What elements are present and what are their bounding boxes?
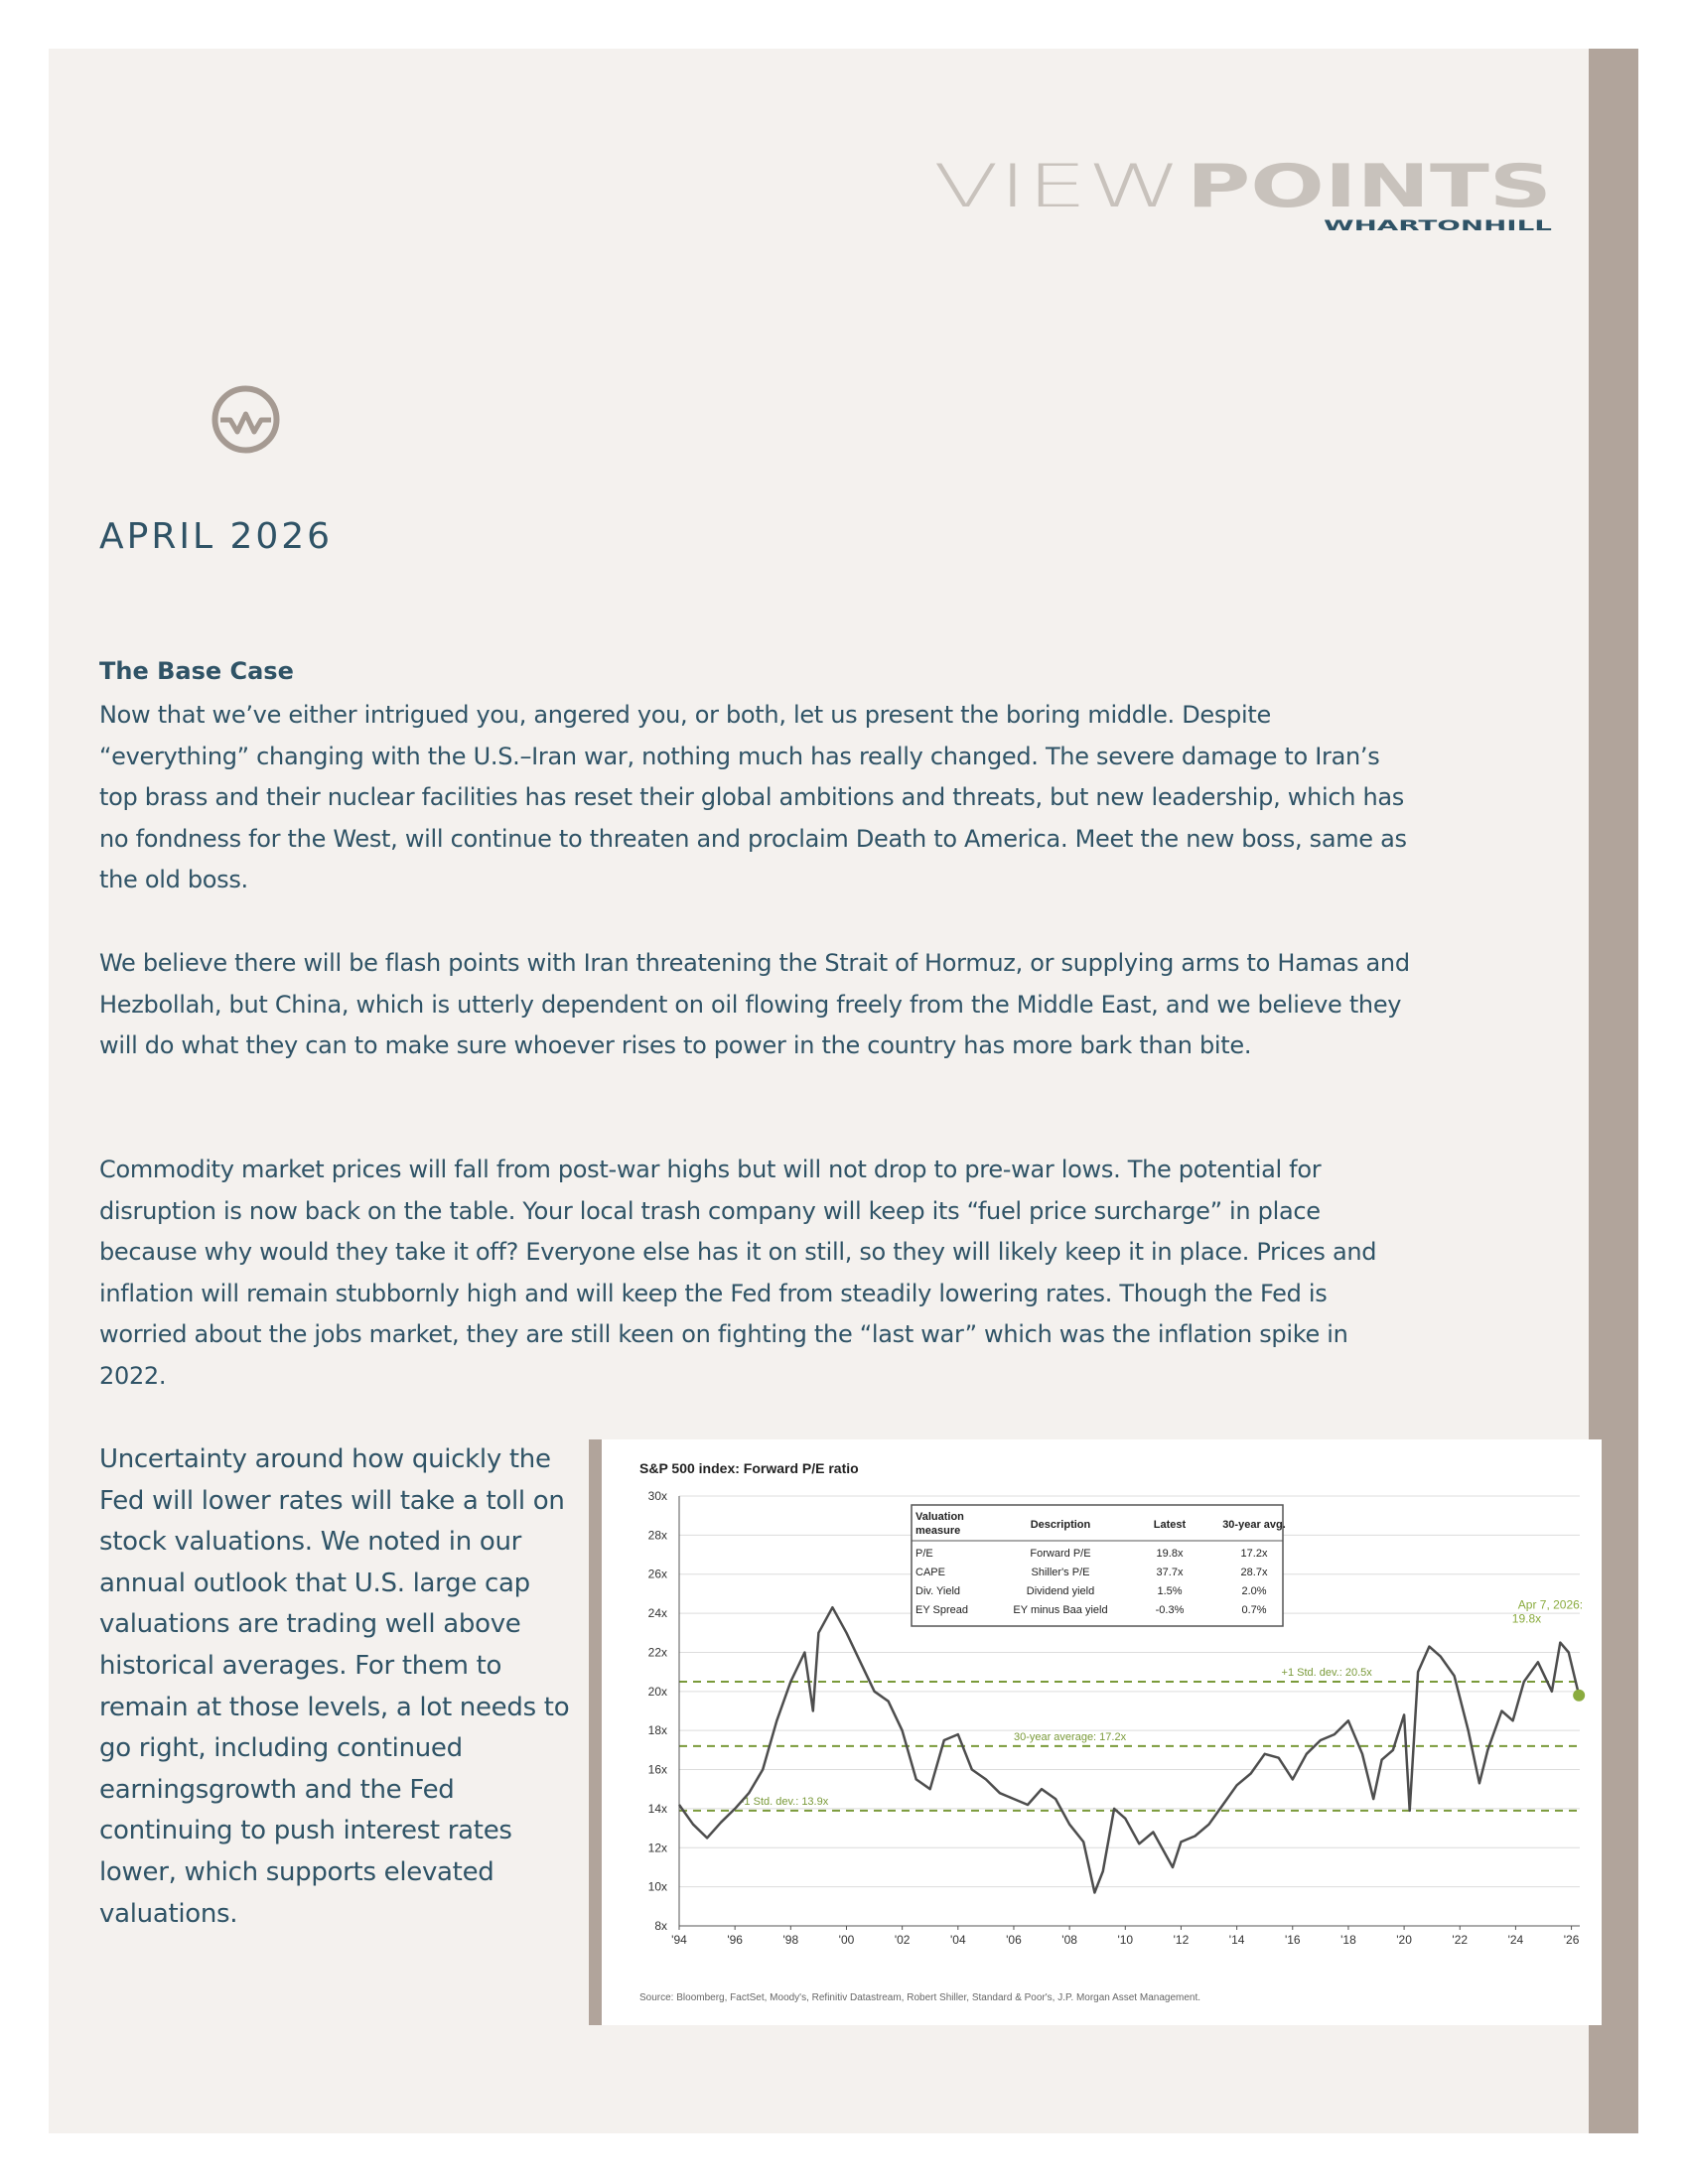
y-tick-label: 12x xyxy=(647,1841,667,1855)
reference-line-label: +1 Std. dev.: 20.5x xyxy=(1281,1666,1372,1679)
x-tick-label: '18 xyxy=(1340,1933,1356,1947)
pe-ratio-chart xyxy=(602,1439,1602,2025)
table-cell: EY minus Baa yield xyxy=(1013,1604,1108,1616)
table-header: 30-year avg. xyxy=(1222,1519,1286,1531)
y-tick-label: 22x xyxy=(647,1645,667,1660)
table-cell: 2.0% xyxy=(1241,1585,1267,1597)
pe-ratio-series-line xyxy=(679,1607,1579,1892)
table-cell: CAPE xyxy=(915,1567,945,1578)
reference-line-label: 30-year average: 17.2x xyxy=(1013,1730,1127,1743)
table-header: measure xyxy=(915,1525,961,1537)
x-tick-label: '98 xyxy=(782,1933,799,1947)
table-cell: 19.8x xyxy=(1156,1548,1184,1560)
x-tick-label: '12 xyxy=(1173,1933,1190,1947)
x-tick-label: '26 xyxy=(1563,1933,1580,1947)
y-tick-label: 28x xyxy=(647,1528,667,1543)
chart-title: S&P 500 index: Forward P/E ratio xyxy=(639,1460,859,1476)
table-cell: 37.7x xyxy=(1156,1567,1184,1578)
y-tick-label: 14x xyxy=(647,1801,667,1816)
table-cell: Shiller's P/E xyxy=(1031,1567,1090,1578)
y-tick-label: 18x xyxy=(647,1723,667,1738)
paragraph-1: Now that we’ve either intrigued you, angered you, or both, let us present the boring middle. Despite “everything” changing with the U.S.–Iran war, nothing much has really changed. The severe damage to Iran’s top brass and their nuclear facilities has reset their global ambitions and threats, but new leadership, which has no fondness for the West, will continue to threaten and proclaim Death to America. Meet the new boss, same as the old boss. xyxy=(99,701,1407,894)
logo-subtitle: WHARTONHILL xyxy=(1324,218,1553,234)
paragraph-3: Commodity market prices will fall from post-war highs but will not drop to pre-war lows. The potential for disruption is now back on the table. Your local trash company will keep its “fuel price surcharge” in place because why would they take it off? Everyone else has it on still, so they will likely keep it in place. Prices and inflation will remain stubbornly high and will keep the Fed from steadily lowering rates. Though the Fed is worried about the jobs market, they are still keen on fighting the “last war” which was the inflation spike in 2022. xyxy=(99,1156,1377,1390)
x-tick-label: '24 xyxy=(1507,1933,1524,1947)
viewpoints-logo xyxy=(933,159,1554,238)
table-cell: 17.2x xyxy=(1240,1548,1268,1560)
x-tick-label: '06 xyxy=(1006,1933,1022,1947)
latest-value-marker xyxy=(1573,1690,1585,1702)
pe-ratio-chart-panel xyxy=(589,1439,1602,2025)
x-tick-label: '20 xyxy=(1396,1933,1412,1947)
y-tick-label: 20x xyxy=(647,1684,667,1699)
y-tick-label: 24x xyxy=(647,1606,667,1621)
x-tick-label: '14 xyxy=(1228,1933,1245,1947)
table-cell: 28.7x xyxy=(1240,1567,1268,1578)
logo-left-text: VIEW xyxy=(933,159,1182,221)
chart-source: Source: Bloomberg, FactSet, Moody's, Refinitiv Datastream, Robert Shiller, Standard & Poor's, J.P. Morgan Asset Management. xyxy=(639,1992,1201,2003)
whartonhill-emblem-icon xyxy=(209,382,283,457)
reference-line-label: -1 Std. dev.: 13.9x xyxy=(740,1795,829,1808)
y-tick-label: 16x xyxy=(647,1762,667,1777)
x-tick-label: '22 xyxy=(1452,1933,1469,1947)
x-tick-label: '10 xyxy=(1117,1933,1134,1947)
y-tick-label: 30x xyxy=(647,1489,667,1503)
table-cell: 1.5% xyxy=(1157,1585,1183,1597)
table-cell: P/E xyxy=(915,1548,933,1560)
y-tick-label: 10x xyxy=(647,1879,667,1894)
annotation-value: 19.8x xyxy=(1511,1611,1542,1626)
table-cell: 0.7% xyxy=(1241,1604,1267,1616)
logo-right-text: POINTS xyxy=(1187,159,1552,221)
issue-date: APRIL 2026 xyxy=(99,516,334,557)
x-tick-label: '08 xyxy=(1061,1933,1077,1947)
y-tick-label: 26x xyxy=(647,1567,667,1581)
x-tick-label: '02 xyxy=(894,1933,911,1947)
table-header: Latest xyxy=(1153,1519,1187,1531)
table-cell: EY Spread xyxy=(915,1604,969,1616)
x-tick-label: '94 xyxy=(671,1933,687,1947)
x-tick-label: '04 xyxy=(949,1933,966,1947)
table-cell: Dividend yield xyxy=(1026,1585,1095,1597)
table-cell: Div. Yield xyxy=(915,1585,961,1597)
table-cell: -0.3% xyxy=(1155,1604,1185,1616)
x-tick-label: '00 xyxy=(838,1933,855,1947)
y-tick-label: 8x xyxy=(654,1919,667,1933)
x-tick-label: '16 xyxy=(1284,1933,1301,1947)
paragraph-4: Uncertainty around how quickly the Fed will lower rates will take a toll on stock valuations. We noted in our annual outlook that U.S. large cap valuations are trading well above historical averages. For them to remain at those levels, a lot needs to go right, including continued earningsgrowth and the Fed continuing to push interest rates lower, which supports elevated valuations. xyxy=(99,1444,570,1929)
x-tick-label: '96 xyxy=(727,1933,743,1947)
table-header: Valuation xyxy=(915,1511,964,1523)
annotation-date: Apr 7, 2026: xyxy=(1517,1597,1584,1612)
table-cell: Forward P/E xyxy=(1030,1548,1091,1560)
table-header: Description xyxy=(1030,1519,1091,1531)
paragraph-2: We believe there will be flash points with Iran threatening the Strait of Hormuz, or supplying arms to Hamas and Hezbollah, but China, which is utterly dependent on oil flowing freely from the Middle East, and we believe they will do what they can to make sure whoever rises to power in the country has more bark than bite. xyxy=(99,949,1410,1060)
section-heading: The Base Case xyxy=(99,657,294,685)
